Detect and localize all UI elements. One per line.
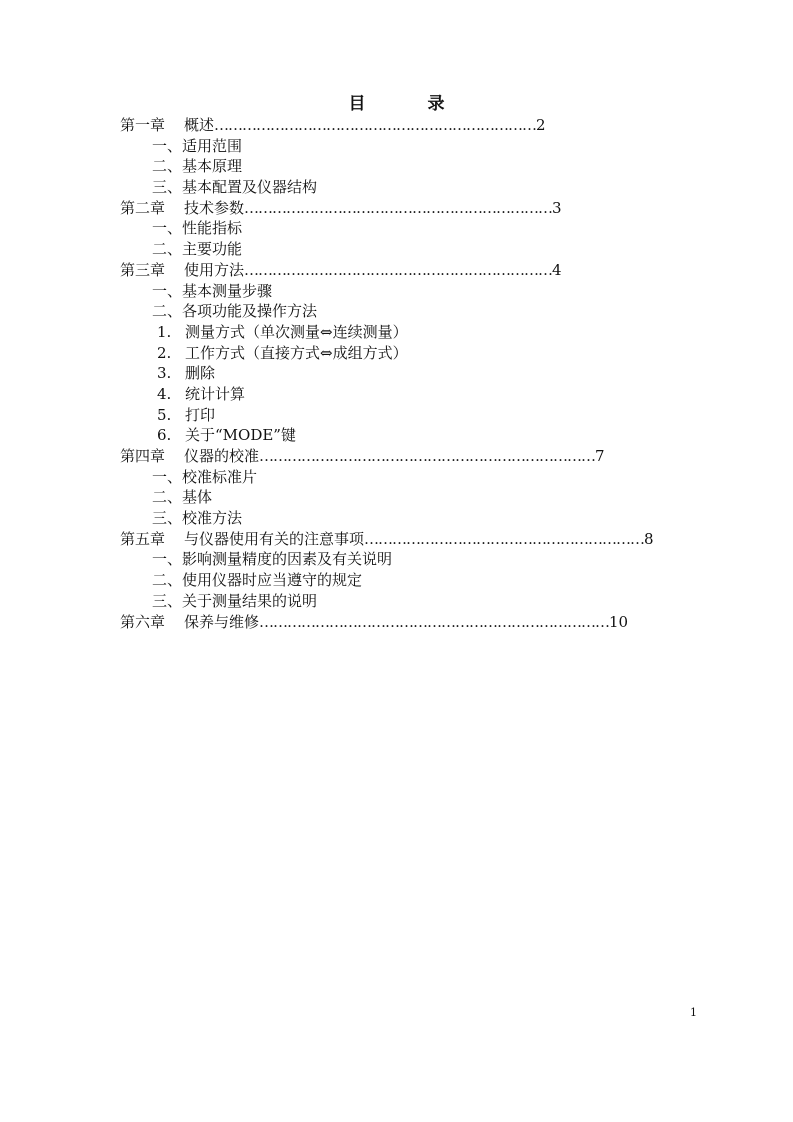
toc-item[interactable] bbox=[120, 363, 680, 384]
toc-section[interactable]: 一、影响测量精度的因素及有关说明 bbox=[152, 550, 393, 569]
toc-section[interactable]: 一、校准标准片 bbox=[152, 467, 258, 486]
toc-section[interactable]: 一、性能指标 bbox=[152, 219, 243, 238]
chapter-title: 与仪器使用有关的注意事项 bbox=[184, 529, 365, 548]
toc-chapter-5[interactable] bbox=[120, 529, 680, 550]
item-text: 关于“MODE”键 bbox=[185, 426, 296, 445]
item-number: 3. bbox=[157, 364, 172, 383]
toc-item[interactable] bbox=[120, 405, 680, 426]
chapter-number: 第一章 bbox=[120, 116, 166, 134]
toc-item[interactable] bbox=[120, 322, 680, 343]
toc-item[interactable] bbox=[120, 384, 680, 405]
leader-dots: ………………………………………………………… bbox=[244, 198, 553, 217]
leader-dots: ………………………………………………………………… bbox=[259, 612, 610, 631]
leader-dots: ………………………………………………………… bbox=[244, 260, 553, 279]
item-number: 5. bbox=[157, 405, 172, 424]
toc-section[interactable]: 三、基本配置及仪器结构 bbox=[152, 178, 318, 197]
chapter-title: 技术参数 bbox=[184, 198, 245, 217]
chapter-page: 3 bbox=[552, 198, 562, 217]
toc-section[interactable]: 三、关于测量结果的说明 bbox=[152, 591, 318, 610]
page-number: 1 bbox=[690, 1006, 697, 1019]
toc-title: 目 录 bbox=[348, 94, 473, 114]
toc-section[interactable]: 二、使用仪器时应当遵守的规定 bbox=[152, 571, 363, 590]
toc-chapter-4[interactable] bbox=[120, 446, 680, 467]
chapter-page: 10 bbox=[609, 612, 629, 631]
item-number: 4. bbox=[157, 384, 172, 403]
item-text: 删除 bbox=[185, 364, 216, 383]
leader-dots: …………………………………………………………… bbox=[214, 116, 537, 134]
item-text: 工作方式（直接方式⇔成组方式） bbox=[185, 343, 408, 362]
toc-item[interactable] bbox=[120, 343, 680, 364]
chapter-title: 保养与维修 bbox=[184, 612, 260, 631]
toc-section[interactable]: 二、基本原理 bbox=[152, 157, 243, 176]
toc-chapter-3[interactable] bbox=[120, 260, 680, 281]
chapter-number: 第四章 bbox=[120, 447, 166, 465]
item-text: 统计计算 bbox=[185, 384, 246, 403]
item-text: 测量方式（单次测量⇔连续测量） bbox=[185, 322, 408, 341]
chapter-number: 第二章 bbox=[120, 198, 166, 217]
toc-section[interactable]: 一、适用范围 bbox=[152, 136, 243, 155]
toc-chapter-2[interactable] bbox=[120, 198, 680, 219]
table-of-contents bbox=[120, 115, 680, 632]
chapter-number: 第五章 bbox=[120, 529, 166, 548]
chapter-page: 7 bbox=[595, 447, 605, 465]
chapter-number: 第三章 bbox=[120, 260, 166, 279]
leader-dots: ……………………………………………………………… bbox=[259, 447, 596, 465]
chapter-page: 8 bbox=[644, 529, 654, 548]
chapter-title: 使用方法 bbox=[184, 260, 245, 279]
toc-chapter-6[interactable] bbox=[120, 612, 680, 633]
item-number: 2. bbox=[157, 343, 172, 362]
chapter-page: 2 bbox=[536, 116, 546, 134]
toc-section[interactable]: 三、校准方法 bbox=[152, 509, 243, 528]
toc-item[interactable] bbox=[120, 425, 680, 446]
leader-dots: …………………………………………………… bbox=[364, 529, 645, 548]
item-number: 1. bbox=[157, 322, 172, 341]
chapter-title: 仪器的校准 bbox=[184, 447, 260, 465]
item-number: 6. bbox=[157, 426, 172, 445]
toc-section[interactable]: 二、各项功能及操作方法 bbox=[152, 302, 318, 321]
chapter-title: 概述 bbox=[184, 116, 215, 134]
toc-chapter-1[interactable] bbox=[120, 115, 680, 136]
toc-section[interactable]: 一、基本测量步骤 bbox=[152, 281, 273, 300]
toc-section[interactable]: 二、主要功能 bbox=[152, 240, 243, 259]
toc-section[interactable]: 二、基体 bbox=[152, 488, 213, 507]
item-text: 打印 bbox=[185, 405, 216, 424]
chapter-number: 第六章 bbox=[120, 612, 166, 631]
chapter-page: 4 bbox=[552, 260, 562, 279]
